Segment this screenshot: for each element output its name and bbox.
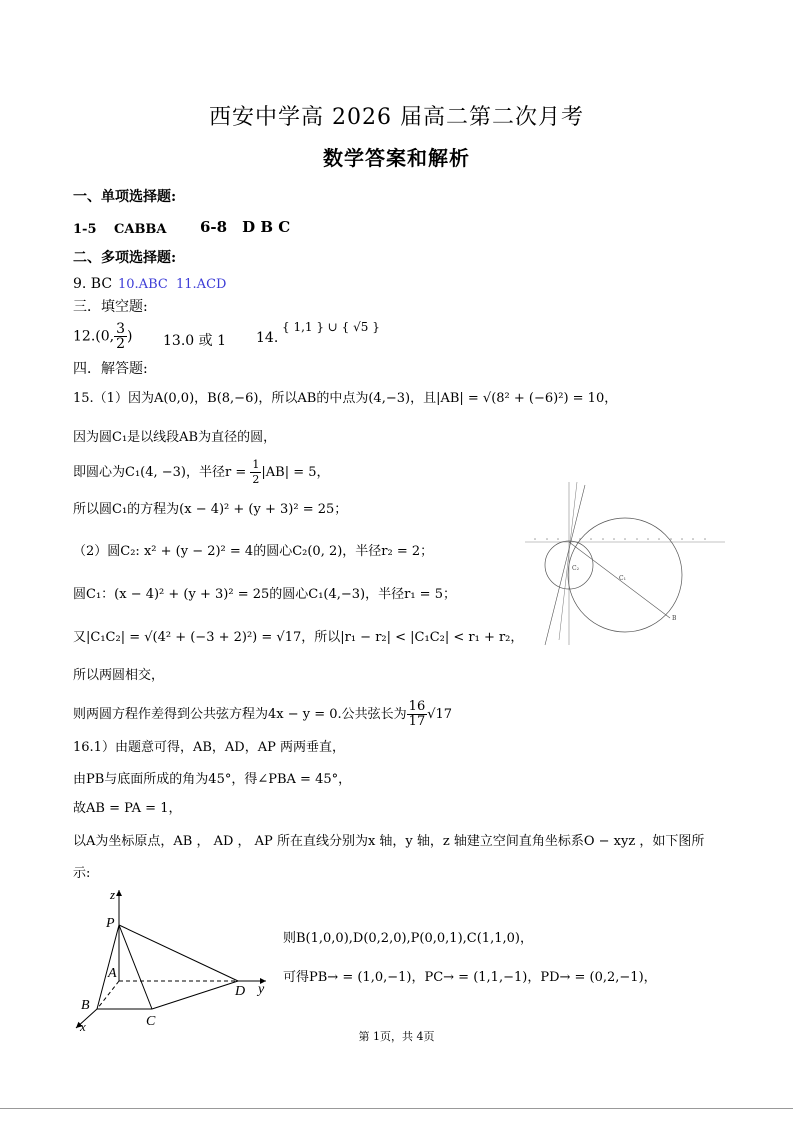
q12-num: 3 [116, 321, 126, 337]
label-z: z [110, 887, 116, 902]
q12-close: ) [127, 328, 133, 345]
q16-line-6: 则B(1,0,0),D(0,2,0),P(0,0,1),C(1,1,0)， [283, 931, 533, 946]
q12-prefix: 12. [73, 328, 96, 345]
q15-half-den: 2 [252, 473, 260, 486]
label-x: x [80, 1019, 86, 1034]
q12-den: 2 [116, 336, 126, 352]
q15-line-3b: |AB| = 5， [261, 465, 330, 480]
edge-pd [119, 925, 238, 981]
page-subtitle: 数学答案和解析 [323, 146, 470, 170]
section-fill-blank: 三．填空题: [73, 299, 148, 315]
q15-line-8: 所以两圆相交， [73, 668, 165, 683]
q16-line-1: 16.1）由题意可得，AB，AD，AP 两两垂直， [73, 740, 345, 755]
q15-chord-den: 17 [408, 714, 426, 729]
auxiliary-line [559, 482, 577, 640]
q16-line-3: 故AB = PA = 1， [73, 801, 182, 816]
answer-q12 [73, 322, 132, 351]
section-problems: 四．解答题: [73, 361, 148, 377]
page-number: 第 1页，共 4页 [358, 1030, 435, 1043]
q15-chord-num: 16 [408, 699, 426, 714]
label-b: B [672, 615, 677, 622]
answer-q10: 10.ABC [118, 277, 168, 292]
page-title: 西安中学高 2026 届高二第二次月考 [209, 105, 584, 130]
section-single-choice: 一、单项选择题: [73, 189, 177, 205]
q15-line-7: 又|C₁C₂| = √(4² + (−3 + 2)²) = √17，所以|r₁ − r₂| < |C₁C₂| < r₁ + r₂， [73, 630, 524, 645]
circles-graph [525, 480, 725, 650]
q15-line-6: 圆C₁：(x − 4)² + (y + 3)² = 25的圆心C₁(4,−3)，半径r₁ = 5； [73, 587, 456, 602]
q16-line-5: 示: [73, 866, 91, 881]
pyramid-figure [70, 885, 280, 1035]
q16-line-7: 可得PB→ = (1,0,−1)，PC→ = (1,1,−1)，PD→ = (0,2,−1)， [283, 970, 657, 985]
q15-line-2: 因为圆C₁是以线段AB为直径的圆， [73, 430, 277, 445]
edge-cd [152, 981, 238, 1009]
answer-q11: 11.ACD [176, 277, 227, 292]
label-b: B [81, 998, 90, 1013]
page-divider [0, 1108, 793, 1109]
label-y: y [258, 982, 265, 997]
q15-line-1: 15.（1）因为A(0,0)，B(8,−6)，所以AB的中点为(4,−3)，且|AB| = √(8² + (−6)²) = 10， [73, 391, 618, 406]
label-c2: C₂ [572, 565, 579, 572]
q16-line-2: 由PB与底面所成的角为45°，得∠PBA = 45°， [73, 772, 352, 787]
label-p: P [106, 916, 115, 931]
answer-q14-prefix: 14. [256, 330, 279, 346]
single-choice-answers-1-5: 1-5 CABBA [73, 222, 167, 237]
q15-line-5: （2）圆C₂: x² + (y − 2)² = 4的圆心C₂(0, 2)，半径r₂ = 2； [73, 544, 434, 559]
single-choice-answers-6-8: 6-8 D B C [200, 218, 291, 236]
answer-q14-value: { 1,1 } ∪ { √5 } [282, 320, 380, 334]
q15-line-3 [73, 458, 330, 487]
q12-fraction [114, 322, 127, 351]
label-c1: C₁ [619, 575, 626, 582]
q12-open: (0, [95, 328, 115, 345]
label-d: D [235, 984, 246, 999]
q16-line-4: 以A为坐标原点，AB ， AD ， AP 所在直线分别为x 轴，y 轴，z 轴建立空间直角坐标系O − xyz ，如下图所 [73, 834, 705, 849]
q15-half [250, 458, 261, 487]
label-c: C [146, 1014, 156, 1029]
common-chord-line [545, 485, 585, 645]
section-multi-choice: 二、多项选择题: [73, 250, 177, 266]
q15-line-9 [73, 700, 452, 729]
q15-chord-fraction [407, 700, 428, 729]
q15-half-num: 1 [252, 458, 260, 471]
graph-x-ticks [534, 538, 706, 540]
edge-pc [119, 925, 152, 1009]
q15-line-4: 所以圆C₁的方程为(x − 4)² + (y + 3)² = 25； [73, 502, 348, 517]
q15-line-3a: 即圆心为C₁(4, −3)，半径r = [73, 465, 251, 480]
answer-q13: 13.0 或 1 [163, 333, 226, 349]
q15-line-9a: 则两圆方程作差得到公共弦方程为4x − y = 0.公共弦长为 [73, 707, 407, 722]
q15-line-9b: √17 [427, 707, 453, 722]
label-a: A [108, 966, 117, 981]
answer-q9: 9. BC [73, 276, 113, 292]
